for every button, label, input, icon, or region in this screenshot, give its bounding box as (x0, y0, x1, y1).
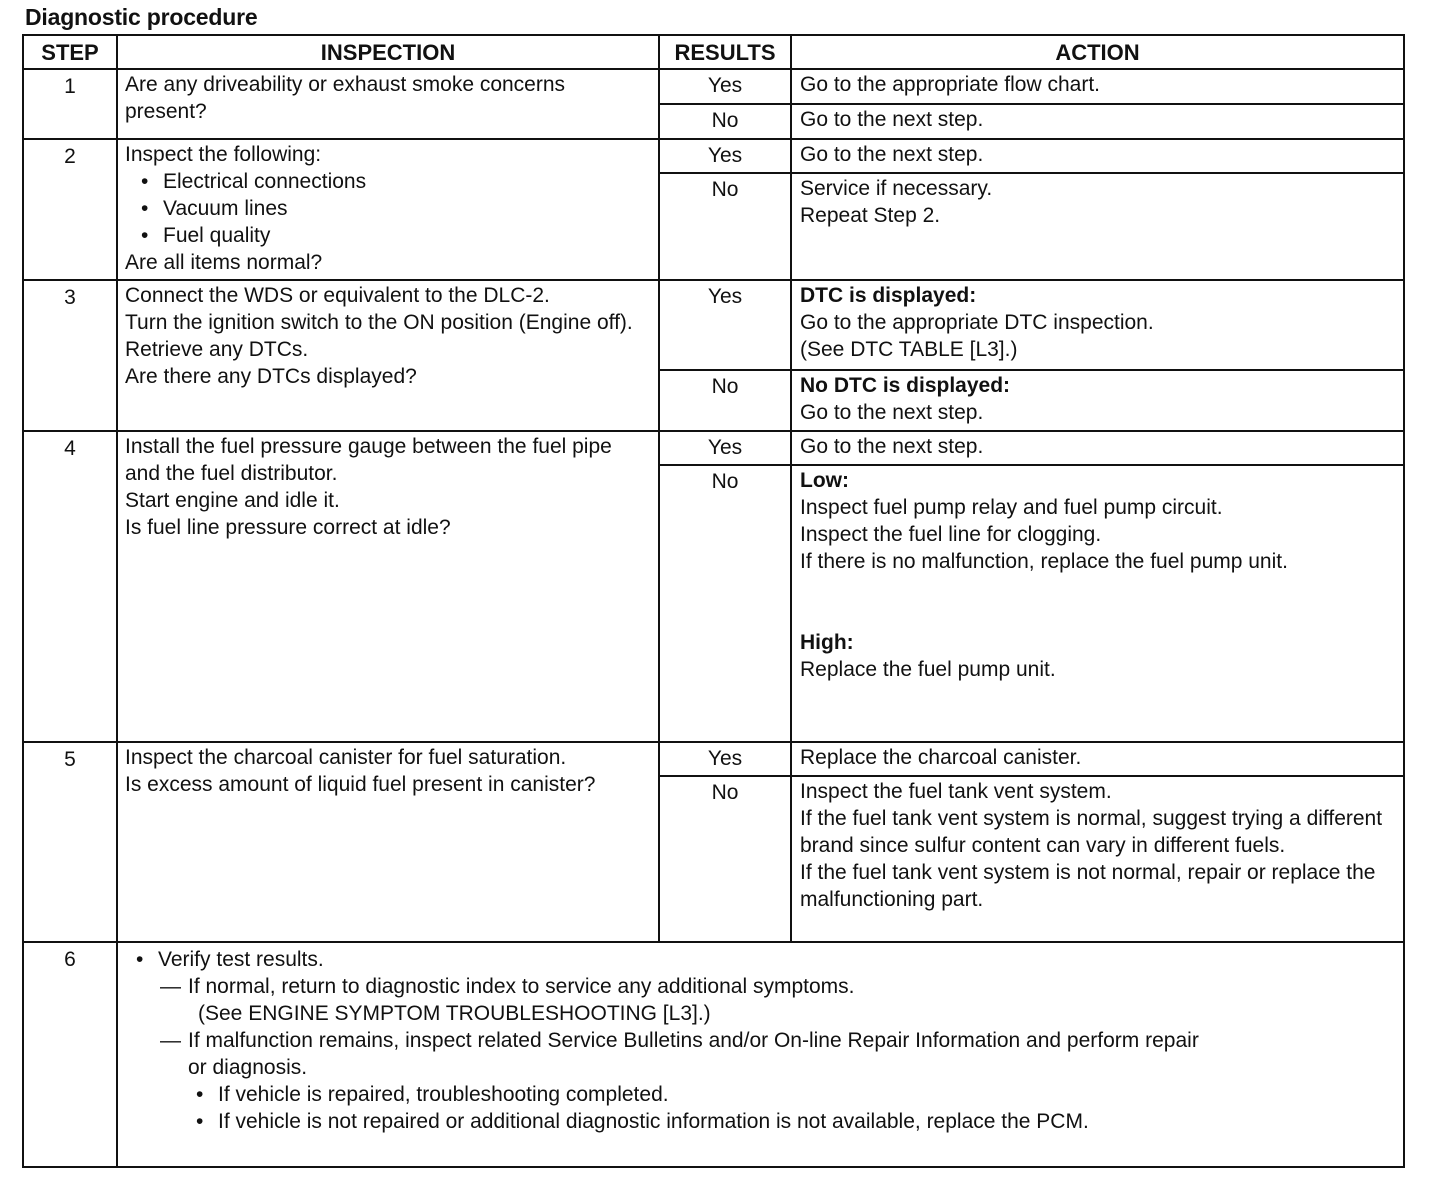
result-yes: Yes (659, 742, 791, 776)
inspection-list (125, 168, 651, 249)
action-cell (791, 69, 1404, 104)
list-item: • Fuel quality (135, 222, 651, 249)
inspection-text: Is fuel line pressure correct at idle? (125, 516, 451, 539)
action-text: Go to the next step. (800, 401, 984, 424)
action-text: Inspect fuel pump relay and fuel pump circuit. (800, 496, 1223, 519)
header-results: RESULTS (659, 35, 791, 69)
action-text: Go to the next step. (800, 143, 984, 166)
action-heading: No DTC is displayed: (800, 374, 1011, 397)
list-item: • Electrical connections (135, 168, 651, 195)
result-yes: Yes (659, 431, 791, 465)
table-row (23, 69, 1404, 104)
inspection-cell (117, 431, 659, 742)
inspection-cell (117, 69, 659, 139)
action-text: Go to the appropriate flow chart. (800, 73, 1100, 96)
action-cell (791, 104, 1404, 139)
table-row (23, 139, 1404, 173)
action-text: If the fuel tank vent system is normal, suggest trying a different brand since sulfur content can vary in different fuels. (800, 807, 1383, 857)
step6-if-normal: — If normal, return to diagnostic index to service any additional symptoms. (128, 973, 1393, 1000)
inspection-text: Is excess amount of liquid fuel present in canister? (125, 773, 596, 796)
inspection-text: Start engine and idle it. (125, 489, 340, 512)
action-text: Service if necessary. (800, 177, 993, 200)
action-text: Inspect the fuel line for clogging. (800, 523, 1102, 546)
header-inspection: INSPECTION (117, 35, 659, 69)
inspection-text: Retrieve any DTCs. (125, 338, 309, 361)
inspection-cell (117, 139, 659, 280)
header-row (23, 35, 1404, 69)
header-action: ACTION (791, 35, 1404, 69)
inspection-text: Connect the WDS or equivalent to the DLC-2. (125, 284, 550, 307)
list-item: • Vacuum lines (135, 195, 651, 222)
inspection-text: Inspect the following: (125, 143, 322, 166)
action-cell (791, 431, 1404, 465)
step-number: 1 (23, 69, 117, 139)
inspection-text: Are there any DTCs displayed? (125, 365, 417, 388)
result-no: No (659, 104, 791, 139)
table-row (23, 942, 1404, 1167)
table-row (23, 280, 1404, 370)
action-text: If the fuel tank vent system is not normal, repair or replace the malfunctioning part. (800, 861, 1376, 911)
result-no: No (659, 173, 791, 280)
step6-verify: • Verify test results. (128, 946, 1393, 973)
inspection-text: Are all items normal? (125, 251, 323, 274)
inspection-text: Install the fuel pressure gauge between the fuel pipe and the fuel distributor. (125, 435, 612, 485)
step6-see-ref: (See ENGINE SYMPTOM TROUBLESHOOTING [L3].) (198, 1002, 711, 1025)
step6-cell (117, 942, 1404, 1167)
action-heading-high: High: (800, 631, 854, 654)
action-text: Inspect the fuel tank vent system. (800, 780, 1112, 803)
action-cell (791, 742, 1404, 776)
action-text: If there is no malfunction, replace the fuel pump unit. (800, 550, 1288, 573)
inspection-text: Inspect the charcoal canister for fuel saturation. (125, 746, 567, 769)
action-cell (791, 139, 1404, 173)
action-heading-low: Low: (800, 469, 849, 492)
inspection-cell (117, 742, 659, 942)
action-cell (791, 465, 1404, 742)
step6-sub-item: • If vehicle is repaired, troubleshooting completed. (128, 1081, 1393, 1108)
inspection-text: Turn the ignition switch to the ON position (Engine off). (125, 311, 633, 334)
page-title: Diagnostic procedure (25, 4, 258, 30)
action-text: Go to the appropriate DTC inspection. (800, 311, 1154, 334)
result-yes: Yes (659, 69, 791, 104)
result-no: No (659, 776, 791, 942)
action-text: (See DTC TABLE [L3].) (800, 338, 1018, 361)
action-text: Go to the next step. (800, 435, 984, 458)
action-cell (791, 776, 1404, 942)
step-number: 4 (23, 431, 117, 742)
step-number: 3 (23, 280, 117, 431)
action-cell (791, 280, 1404, 370)
step-number: 6 (23, 942, 117, 1167)
header-step: STEP (23, 35, 117, 69)
inspection-cell (117, 280, 659, 431)
step6-sub-item: • If vehicle is not repaired or additional diagnostic information is not available, replace the PCM. (128, 1108, 1393, 1135)
action-cell (791, 173, 1404, 280)
step-number: 2 (23, 139, 117, 280)
action-text: Replace the fuel pump unit. (800, 658, 1056, 681)
action-text: Repeat Step 2. (800, 204, 941, 227)
result-yes: Yes (659, 280, 791, 370)
table-row (23, 742, 1404, 776)
action-text: Replace the charcoal canister. (800, 746, 1082, 769)
step6-if-malfunction: — If malfunction remains, inspect related Service Bulletins and/or On-line Repair Information and perform repair (128, 1027, 1393, 1054)
diagnostic-table (22, 34, 1405, 1168)
result-yes: Yes (659, 139, 791, 173)
table-row (23, 431, 1404, 465)
action-cell (791, 370, 1404, 431)
inspection-text: Are any driveability or exhaust smoke concerns present? (125, 73, 566, 123)
action-text: Go to the next step. (800, 108, 984, 131)
action-heading: DTC is displayed: (800, 284, 977, 307)
result-no: No (659, 370, 791, 431)
result-no: No (659, 465, 791, 742)
step6-if-malfunction-cont: or diagnosis. (188, 1056, 308, 1079)
step-number: 5 (23, 742, 117, 942)
